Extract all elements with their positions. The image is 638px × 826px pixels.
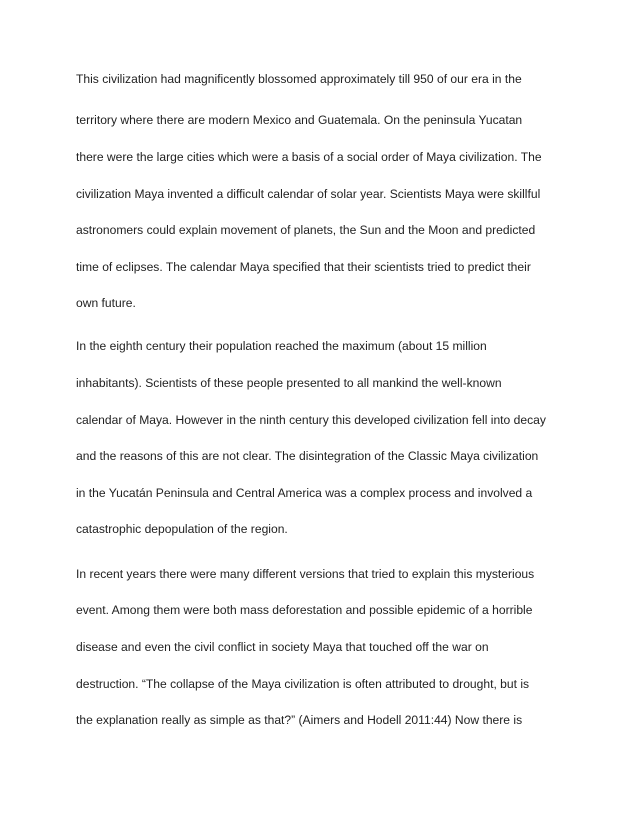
text-line: inhabitants). Scientists of these people presented to all mankind the well-known	[76, 376, 502, 390]
text-line: and the reasons of this are not clear. The disintegration of the Classic Maya civilization	[76, 449, 539, 463]
text-line: astronomers could explain movement of planets, the Sun and the Moon and predicted	[76, 223, 536, 237]
text-line: This civilization had magnificently blossomed approximately till 950 of our era in the	[76, 72, 522, 86]
text-line: civilization Maya invented a difficult calendar of solar year. Scientists Maya were skillful	[76, 187, 541, 201]
text-line: territory where there are modern Mexico and Guatemala. On the peninsula Yucatan	[76, 113, 523, 127]
text-line: time of eclipses. The calendar Maya specified that their scientists tried to predict their	[76, 260, 531, 274]
text-line: In recent years there were many different versions that tried to explain this mysterious	[76, 567, 535, 581]
text-line: own future.	[76, 296, 136, 310]
text-line: destruction. “The collapse of the Maya civilization is often attributed to drought, but is	[76, 677, 530, 691]
text-line: the explanation really as simple as that?” (Aimers and Hodell 2011:44) Now there is	[76, 713, 523, 727]
text-line: in the Yucatán Peninsula and Central America was a complex process and involved a	[76, 486, 533, 500]
text-line: there were the large cities which were a basis of a social order of Maya civilization. The	[76, 150, 542, 164]
text-line: In the eighth century their population reached the maximum (about 15 million	[76, 339, 487, 353]
text-line: event. Among them were both mass deforestation and possible epidemic of a horrible	[76, 603, 533, 617]
text-line: disease and even the civil conflict in society Maya that touched off the war on	[76, 640, 489, 654]
text-line: catastrophic depopulation of the region.	[76, 522, 288, 536]
text-line: calendar of Maya. However in the ninth century this developed civilization fell into decay	[76, 413, 546, 427]
